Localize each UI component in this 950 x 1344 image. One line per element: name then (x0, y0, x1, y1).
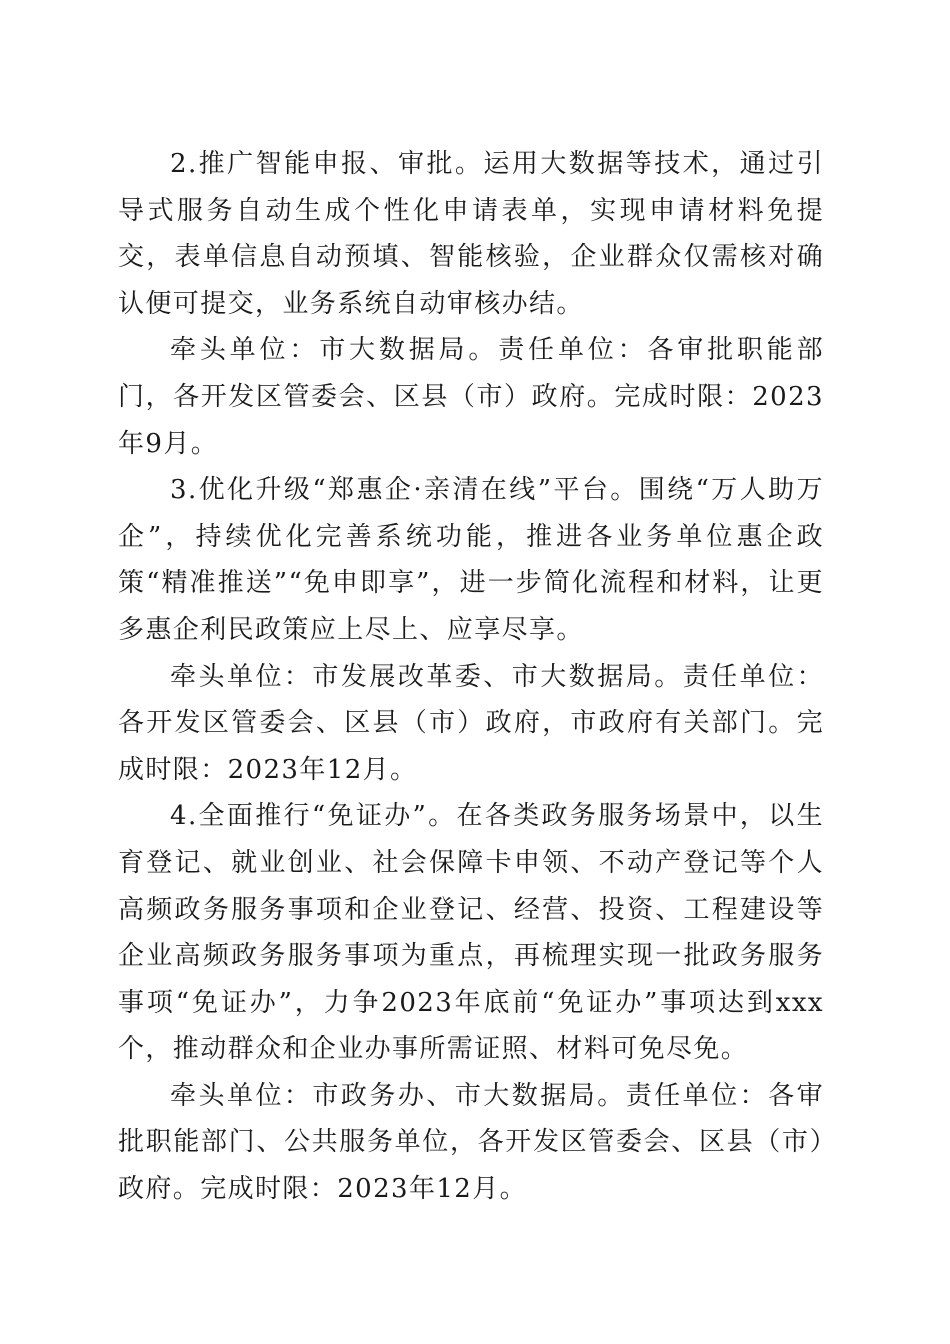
paragraph-item-2-responsibility: 牵头单位：市大数据局。责任单位：各审批职能部门，各开发区管委会、区县（市）政府。完成时限：2023年9月。 (118, 335, 824, 459)
paragraph-item-3-platform-upgrade: 3.优化升级“郑惠企·亲清在线”平台。围绕“万人助万企”，持续优化完善系统功能，推进各业务单位惠企政策“精准推送”“免申即享”，进一步简化流程和材料，让更多惠企利民政策应上尽上、应享尽享。 (118, 475, 824, 645)
paragraph-item-3-responsibility: 牵头单位：市发展改革委、市大数据局。责任单位：各开发区管委会、区县（市）政府，市政府有关部门。完成时限：2023年12月。 (118, 661, 824, 785)
paragraph-item-2-smart-approval: 2.推广智能申报、审批。运用大数据等技术，通过引导式服务自动生成个性化申请表单，实现申请材料免提交，表单信息自动预填、智能核验，企业群众仅需核对确认便可提交，业务系统自动审核办结。 (118, 149, 824, 319)
paragraph-item-4-certificate-free: 4.全面推行“免证办”。在各类政务服务场景中，以生育登记、就业创业、社会保障卡申领、不动产登记等个人高频政务服务事项和企业登记、经营、投资、工程建设等企业高频政务服务事项为重点，再梳理实现一批政务服务事项“免证办”，力争2023年底前“免证办”事项达到xxx个，推动群众和企业办事所需证照、材料可免尽免。 (118, 801, 824, 1065)
document-body (118, 141, 824, 1213)
paragraph-item-4-responsibility: 牵头单位：市政务办、市大数据局。责任单位：各审批职能部门、公共服务单位，各开发区管委会、区县（市）政府。完成时限：2023年12月。 (118, 1080, 824, 1205)
